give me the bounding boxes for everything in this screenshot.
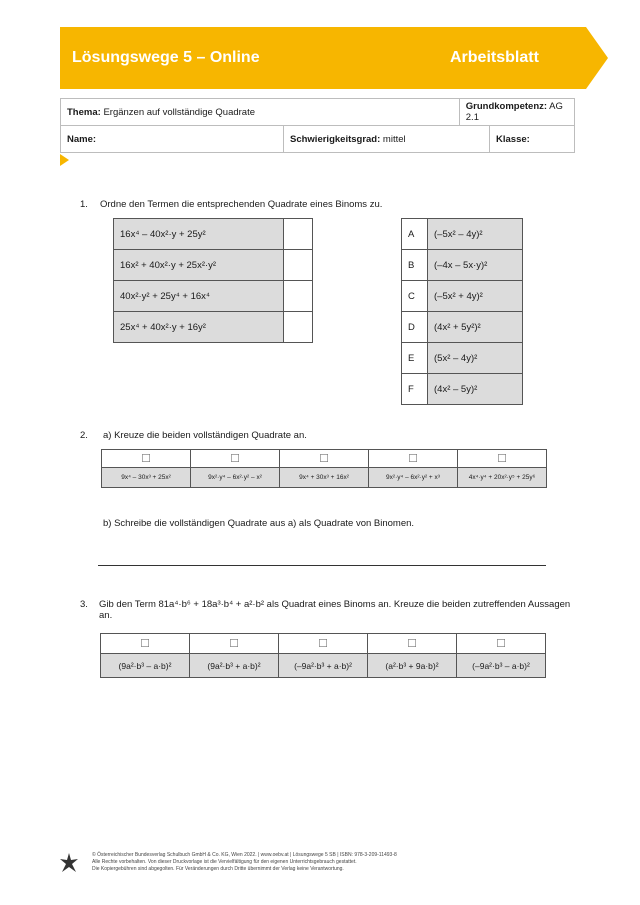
- info-table: [60, 98, 575, 153]
- option-value: (4x² + 5y²)²: [428, 312, 523, 343]
- checkbox-5[interactable]: ☐: [458, 450, 547, 468]
- option-term: 9x²·y⁴ – 6x²·y² + x³: [369, 468, 458, 488]
- option-term: (9a²·b³ + a·b)²: [190, 654, 279, 678]
- table-row: [402, 312, 523, 343]
- page-title: Lösungswege 5 – Online: [72, 49, 260, 66]
- option-letter: F: [402, 374, 428, 405]
- option-value: (–5x² + 4y)²: [428, 281, 523, 312]
- checkbox-2[interactable]: ☐: [190, 634, 279, 654]
- task1-options-table: [401, 218, 523, 405]
- checkbox-1[interactable]: ☐: [102, 450, 191, 468]
- option-letter: D: [402, 312, 428, 343]
- thema-cell: [61, 99, 460, 126]
- option-letter: E: [402, 343, 428, 374]
- worksheet-label: Arbeitsblatt: [450, 49, 539, 66]
- option-term: 9x⁴ + 30x³ + 16x²: [280, 468, 369, 488]
- name-cell[interactable]: [61, 126, 284, 153]
- kompetenz-cell: [459, 99, 574, 126]
- header-banner-arrow: [586, 27, 608, 89]
- thema-label: Thema:: [67, 106, 101, 118]
- klasse-label: Klasse:: [496, 133, 530, 145]
- klasse-cell[interactable]: [490, 126, 575, 153]
- term-cell: 16x⁴ – 40x²·y + 25y²: [114, 219, 284, 250]
- task2-text-b: b) Schreibe die vollständigen Quadrate aus a) als Quadrate von Binomen.: [103, 518, 415, 529]
- table-row: [114, 281, 313, 312]
- table-row: [114, 219, 313, 250]
- publisher-logo-icon: [60, 853, 78, 873]
- table-row: [102, 468, 547, 488]
- answer-line[interactable]: [98, 565, 546, 566]
- name-label: Name:: [67, 133, 97, 145]
- table-row: [101, 654, 546, 678]
- info-arrow: [60, 154, 69, 166]
- option-term: (9a²·b³ – a·b)²: [101, 654, 190, 678]
- answer-box[interactable]: [284, 219, 313, 250]
- option-term: (–9a²·b³ + a·b)²: [279, 654, 368, 678]
- task1-terms-table: [113, 218, 313, 343]
- footer-line-1: © Österreichischer Bundesverlag Schulbuch GmbH & Co. KG, Wien 2022. | www.oebv.at | Lösungswege 5 SB | ISBN: 978-3-209-11493-8: [92, 852, 397, 858]
- option-value: (5x² – 4y)²: [428, 343, 523, 374]
- term-cell: 25x⁴ + 40x²·y + 16y²: [114, 312, 284, 343]
- task1-number: 1.: [80, 199, 88, 210]
- kompetenz-value: AG 2.1: [465, 101, 563, 123]
- table-row: [402, 250, 523, 281]
- task2-options-table: [101, 449, 547, 488]
- table-row: [114, 312, 313, 343]
- option-value: (–4x – 5x·y)²: [428, 250, 523, 281]
- table-row: [402, 343, 523, 374]
- option-term: 9x⁴ – 30x³ + 25x²: [102, 468, 191, 488]
- term-cell: 16x² + 40x²·y + 25x²·y²: [114, 250, 284, 281]
- option-letter: C: [402, 281, 428, 312]
- checkbox-2[interactable]: ☐: [191, 450, 280, 468]
- option-letter: B: [402, 250, 428, 281]
- option-value: (4x² – 5y)²: [428, 374, 523, 405]
- table-row: [102, 450, 547, 468]
- option-value: (–5x² – 4y)²: [428, 219, 523, 250]
- schwierigkeit-label: Schwierigkeitsgrad:: [290, 133, 381, 145]
- kompetenz-label: Grundkompetenz:: [465, 101, 548, 112]
- footer-line-2: Alle Rechte vorbehalten. Von dieser Druckvorlage ist die Vervielfältigung für den eigenen Unterrichtsgebrauch gestattet.: [92, 859, 357, 865]
- checkbox-5[interactable]: ☐: [457, 634, 546, 654]
- footer-line-3: Die Kopiergebühren sind abgegolten. Für Veränderungen durch Dritte übernimmt der Verlag keine Verantwortung.: [92, 866, 344, 872]
- thema-value: Ergänzen auf vollständige Quadrate: [103, 106, 256, 118]
- option-letter: A: [402, 219, 428, 250]
- checkbox-4[interactable]: ☐: [369, 450, 458, 468]
- task2-text-a: a) Kreuze die beiden vollständigen Quadrate an.: [103, 430, 307, 441]
- option-term: (–9a²·b³ – a·b)²: [457, 654, 546, 678]
- task1-text: Ordne den Termen die entsprechenden Quadrate eines Binoms zu.: [100, 199, 383, 210]
- term-cell: 40x²·y² + 25y⁴ + 16x⁴: [114, 281, 284, 312]
- task3-number: 3.: [80, 599, 88, 610]
- checkbox-4[interactable]: ☐: [368, 634, 457, 654]
- option-term: 9x²·y⁴ – 6x²·y² – x²: [191, 468, 280, 488]
- option-term: (a²·b³ + 9a·b)²: [368, 654, 457, 678]
- table-row: [114, 250, 313, 281]
- task3-text: Gib den Term 81a⁴·b⁶ + 18a³·b⁴ + a²·b² als Quadrat eines Binoms an. Kreuze die beiden zutreffenden Aussagen an.: [99, 599, 571, 621]
- answer-box[interactable]: [284, 281, 313, 312]
- table-row: [402, 219, 523, 250]
- table-row: [402, 281, 523, 312]
- task2-number: 2.: [80, 430, 88, 441]
- answer-box[interactable]: [284, 312, 313, 343]
- schwierigkeit-value: mittel: [382, 133, 406, 145]
- table-row: [402, 374, 523, 405]
- schwierigkeit-cell: [284, 126, 490, 153]
- checkbox-1[interactable]: ☐: [101, 634, 190, 654]
- footer: [92, 852, 397, 873]
- checkbox-3[interactable]: ☐: [279, 634, 368, 654]
- task3-options-table: [100, 633, 546, 678]
- option-term: 4x⁴·y⁴ + 20x²·y⁵ + 25y⁶: [458, 468, 547, 488]
- checkbox-3[interactable]: ☐: [280, 450, 369, 468]
- answer-box[interactable]: [284, 250, 313, 281]
- table-row: [101, 634, 546, 654]
